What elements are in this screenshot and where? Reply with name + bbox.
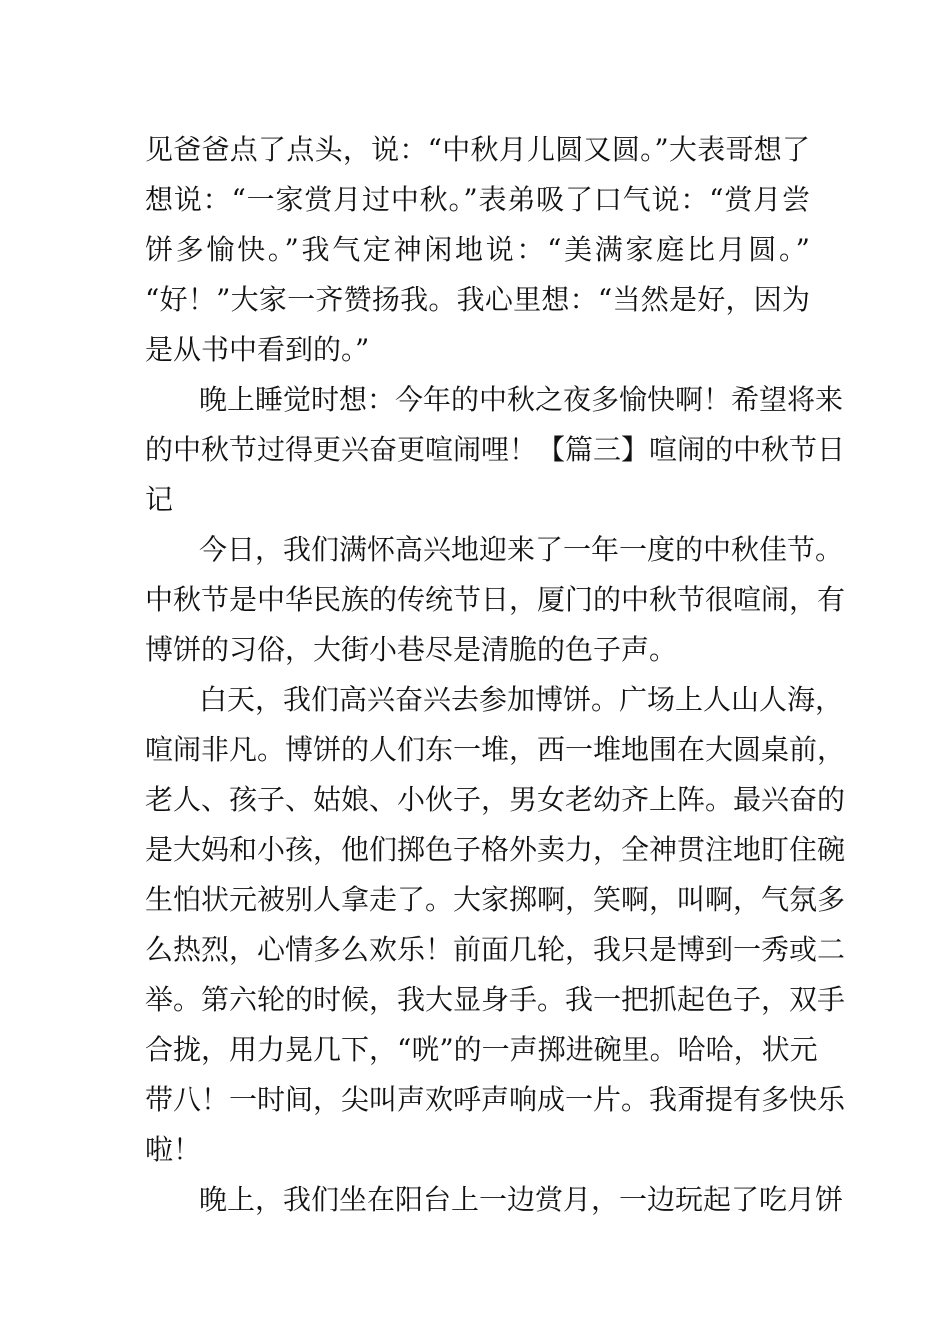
- text-line: 带八！一时间，尖叫声欢呼声响成一片。我甭提有多快乐: [145, 1083, 846, 1116]
- text-line: “好！”大家一齐赞扬我。我心里想：“当然是好，因为: [145, 283, 810, 316]
- text-line: 博饼的习俗，大街小巷尽是清脆的色子声。: [145, 633, 678, 666]
- text-line: 饼多愉快。”我气定神闲地说：“美满家庭比月圆。”: [145, 233, 810, 266]
- text-line: 么热烈，心情多么欢乐！前面几轮，我只是博到一秀或二: [145, 933, 846, 966]
- paragraph-first-line: 白天，我们高兴奋兴去参加博饼。广场上人山人海，: [199, 683, 844, 716]
- paragraph-first-line: 今日，我们满怀高兴地迎来了一年一度的中秋佳节。: [199, 533, 844, 566]
- text-line: 合拢，用力晃几下，“咣”的一声掷进碗里。哈哈，状元: [145, 1033, 818, 1066]
- text-line: 喧闹非凡。博饼的人们东一堆，西一堆地围在大圆桌前，: [145, 733, 846, 766]
- text-line: 老人、孩子、姑娘、小伙子，男女老幼齐上阵。最兴奋的: [145, 783, 846, 816]
- paragraph-first-line: 晚上睡觉时想：今年的中秋之夜多愉快啊！希望将来: [199, 383, 844, 416]
- text-line: 举。第六轮的时候，我大显身手。我一把抓起色子，双手: [145, 983, 846, 1016]
- text-line: 想说：“一家赏月过中秋。”表弟吸了口气说：“赏月尝: [145, 183, 810, 216]
- paragraph-first-line: 晚上，我们坐在阳台上一边赏月，一边玩起了吃月饼: [199, 1183, 844, 1216]
- text-line: 生怕状元被别人拿走了。大家掷啊，笑啊，叫啊，气氛多: [145, 883, 846, 916]
- text-line: 记: [145, 483, 174, 516]
- text-line: 中秋节是中华民族的传统节日，厦门的中秋节很喧闹，有: [145, 583, 846, 616]
- text-line: 是大妈和小孩，他们掷色子格外卖力，全神贯注地盯住碗: [145, 833, 846, 866]
- text-line: 是从书中看到的。”: [145, 333, 370, 366]
- text-line: 见爸爸点了点头，说：“中秋月儿圆又圆。”大表哥想了: [145, 133, 810, 166]
- text-line: 的中秋节过得更兴奋更喧闹哩！【篇三】喧闹的中秋节日: [145, 433, 846, 466]
- text-line: 啦！: [145, 1133, 202, 1166]
